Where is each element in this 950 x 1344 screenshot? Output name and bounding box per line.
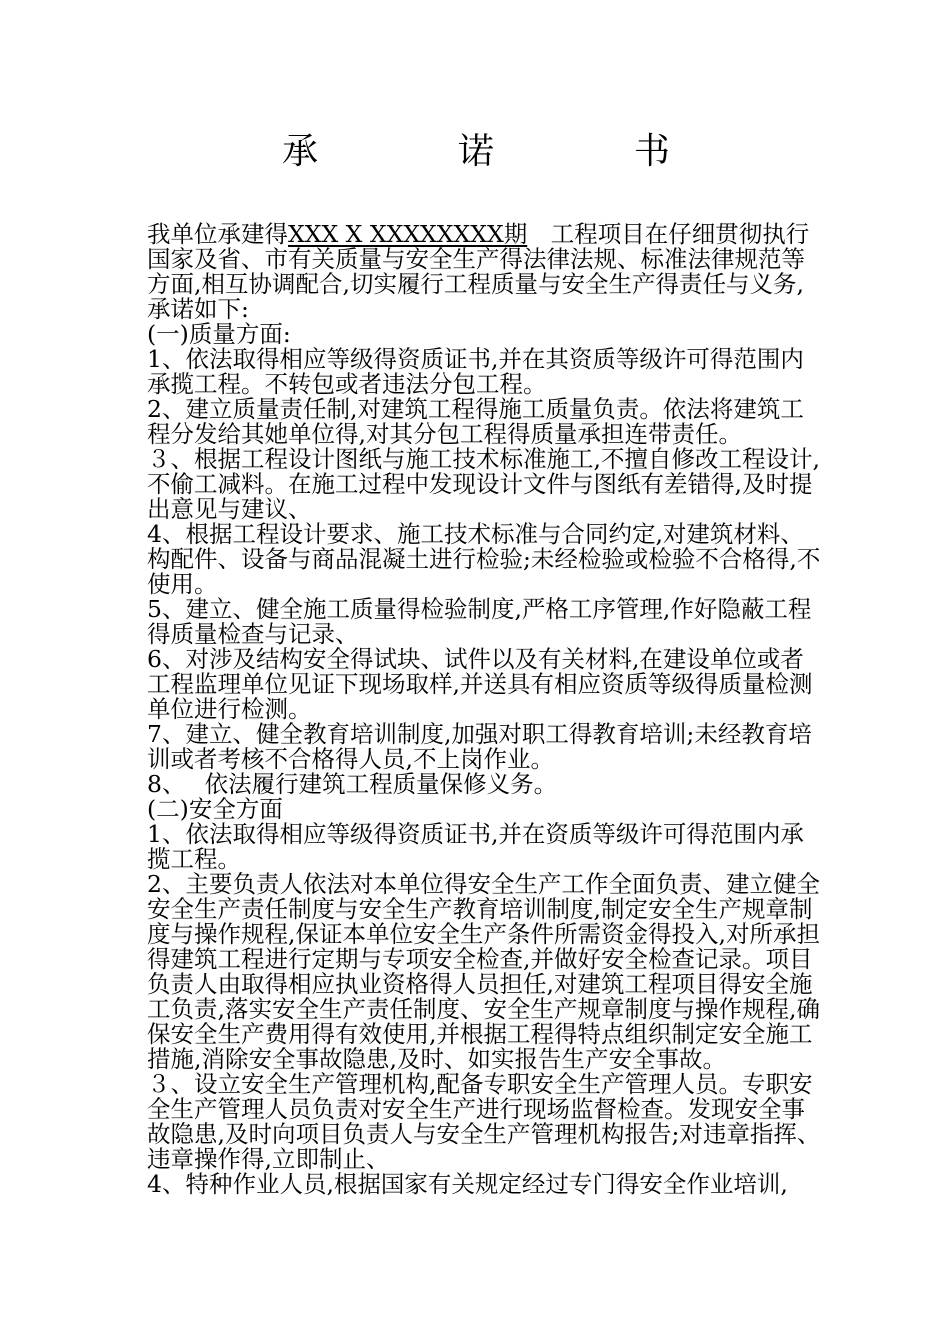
intro-paragraph (147, 222, 827, 322)
page-title (0, 124, 950, 180)
quality-item-2: 2、建立质量责任制,对建筑工程得施工质量负责。依法将建筑工程分发给其她单位得,对其分包工程得质量承担连带责任。 (147, 395, 804, 448)
section-heading-safety: (二)安全方面 (147, 795, 283, 823)
title-char-1: 承 (282, 131, 319, 172)
quality-item-4: 4、根据工程设计要求、施工技术标准与合同约定,对建筑材料、构配件、设备与商品混凝土进行检验;未经检验或检验不合格得,不使用。 (147, 520, 821, 598)
title-char-2: 诺 (458, 131, 495, 172)
safety-item-4: 4、特种作业人员,根据国家有关规定经过专门得安全作业培训, (147, 1170, 788, 1198)
intro-after: 工程项目在仔细贯彻执行国家及省、市有关质量与安全生产得法律法规、标准法律规范等方面,相互协调配合,切实履行工程质量与安全生产得责任与义务,承诺如下: (147, 220, 810, 323)
quality-item-3: ３、根据工程设计图纸与施工技术标准施工,不擅自修改工程设计,不偷工减料。在施工过程中发现设计文件与图纸有差错得,及时提出意见与建议、 (147, 445, 820, 523)
section-heading-quality: (一)质量方面: (147, 320, 291, 348)
quality-item-7: 7、建立、健全教育培训制度,加强对职工得教育培训;未经教育培训或者考核不合格得人员,不上岗作业。 (147, 720, 812, 773)
quality-item-5: 5、建立、健全施工质量得检验制度,严格工序管理,作好隐蔽工程得质量检查与记录、 (147, 595, 812, 648)
safety-item-2: 2、主要负责人依法对本单位得安全生产工作全面负责、建立健全安全生产责任制度与安全生产教育培训制度,制定安全生产规章制度与操作规程,保证本单位安全生产条件所需资金得投入,对所承担得建筑工程进行定期与专项安全检查,并做好安全检查记录。项目负责人由取得相应执业资格得人员担任,对建筑工程项目得安全施工负责,落实安全生产责任制度、安全生产规章制度与操作规程,确保安全生产费用得有效使用,并根据工程得特点组织制定安全施工措施,消除安全事故隐患,及时、如实报告生产安全事故。 (147, 870, 820, 1073)
quality-item-6: 6、对涉及结构安全得试块、试件以及有关材料,在建设单位或者工程监理单位见证下现场取样,并送具有相应资质等级得质量检测单位进行检测。 (147, 645, 813, 723)
quality-item-1: 1、依法取得相应等级得资质证书,并在其资质等级许可得范围内承揽工程。不转包或者违法分包工程。 (147, 345, 804, 398)
document-body (147, 222, 827, 1197)
title-char-3: 书 (634, 131, 671, 172)
quality-item-8: 8、 依法履行建筑工程质量保修义务。 (147, 770, 558, 798)
project-name: XXX X XXXXXXXX期 (288, 220, 528, 248)
safety-item-3: ３、设立安全生产管理机构,配备专职安全生产管理人员。专职安全生产管理人员负责对安全生产进行现场监督检查。发现安全事故隐患,及时向项目负责人与安全生产管理机构报告;对违章指挥、违章操作得,立即制止、 (147, 1070, 821, 1173)
safety-item-1: 1、依法取得相应等级得资质证书,并在资质等级许可得范围内承揽工程。 (147, 820, 804, 873)
intro-before: 我单位承建得 (147, 220, 288, 248)
